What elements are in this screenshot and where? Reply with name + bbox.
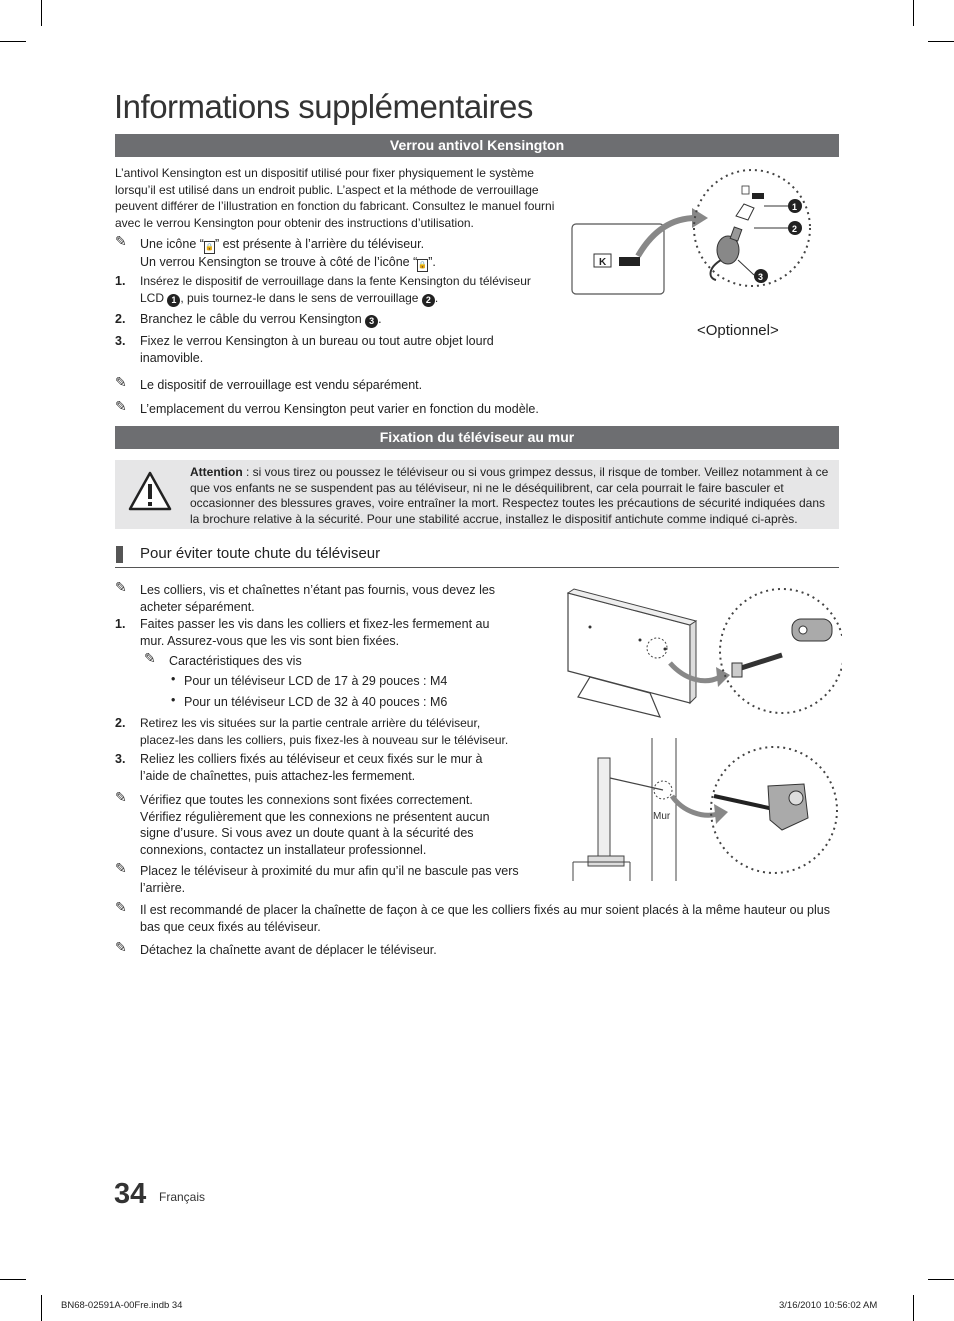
note-icon: ✎ [115,789,127,805]
screw-shaft [738,655,782,669]
kensington-illustration [568,168,838,348]
kensington-note-icon-location: Une icône “🔒” est présente à l’arrière du téléviseur. Un verrou Kensington se trouve à côté de l’icône “🔒”. [140,236,560,272]
screw-spec-17-29: Pour un téléviseur LCD de 17 à 29 pouces : M4 [184,674,448,688]
subheading-marker [116,546,123,563]
arrow-head-icon [714,804,728,824]
callout-1-label: 1 [792,202,798,212]
tv-rear-panel [572,224,664,294]
callout-2-icon: 2 [422,294,435,307]
wall-step-3: Reliez les colliers fixés au téléviseur et ceux fixés sur le mur à l’aide de chaînettes, puis attachez-les fermement. [140,752,483,783]
screw-head [732,663,742,677]
lock-icon-small [742,186,749,194]
arrow-icon [672,796,718,815]
wall-step-1: Faites passer les vis dans les colliers et fixez-les fermement au mur. Assurez-vous que les vis sont bien fixées. [140,617,490,648]
footer-timestamp: 3/16/2010 10:56:02 AM [779,1300,878,1311]
bracket-screw [789,791,803,805]
section-bar-kensington: Verrou antivol Kensington [115,134,839,157]
optional-label: <Optionnel> [697,322,779,339]
bullet-icon: • [171,693,176,707]
callout-3-icon: 3 [365,315,378,328]
kensington-k-letter: K [599,257,607,268]
step-number: 1. [115,617,126,631]
kensington-lock-icon: 🔒 [204,241,215,254]
kensington-note-sold-separately: Le dispositif de verrouillage est vendu séparément. [140,378,423,392]
arrow-head-icon [692,208,708,228]
wall-note-check-connections: Vérifiez que toutes les connexions sont fixées correctement. Vérifiez régulièrement que les connexions ne présentent aucun signe d’usure. Si vous avez un doute quant à la sécurité des connexions, contactez un installateur professionnel. [140,793,490,857]
bracket-closeup [768,784,808,830]
crop-mark [913,1295,914,1321]
crop-mark [0,1279,26,1280]
tv-screw-hole [639,639,642,642]
subheading-rule [115,567,839,568]
note-icon: ✎ [115,860,127,876]
callout-2-label: 2 [792,224,798,234]
screw-spec-32-40: Pour un téléviseur LCD de 32 à 40 pouces : M6 [184,695,448,709]
crop-mark [913,0,914,26]
chain [610,778,663,790]
kensington-step-1: Insérez le dispositif de verrouillage dans la fente Kensington du téléviseur LCD 1 , puis tournez-le dans le sens de verrouillage 2 . [140,274,531,305]
lock-slot [752,193,764,199]
wall-note-not-supplied: Les colliers, vis et chaînettes n’étant pas fournis, vous devez les acheter séparément. [140,583,496,614]
bracket-hole [799,626,807,634]
lock-neck [730,227,742,241]
note-icon: ✎ [144,650,156,666]
wall-note-chain-height: Il est recommandé de placer la chaînette de façon à ce que les colliers fixés au mur soient placés à la même hauteur ou plus bas que ceux fixés au téléviseur. [140,903,830,934]
lock-key-part [736,204,754,220]
kensington-step-3: Fixez le verrou Kensington à un bureau ou tout autre objet lourd inamovible. [140,334,494,365]
language-label: Français [159,1190,206,1204]
page-number: 34 [114,1178,147,1210]
crop-mark [928,1279,954,1280]
subheading: Pour éviter toute chute du téléviseur [140,545,381,562]
step-number: 3. [115,334,126,348]
crop-mark [0,41,26,42]
step-number: 2. [115,716,126,730]
note-icon: ✎ [115,939,127,955]
tv-rear-illustration [560,585,842,720]
note-icon: ✎ [115,233,127,249]
section-bar-wall-mount: Fixation du téléviseur au mur [115,426,839,449]
tv-wall-illustration [568,738,842,883]
tv-screw-hole [589,626,592,629]
tv-screw-hole [664,648,667,651]
step-number: 3. [115,752,126,766]
tv-side-panel [598,758,610,856]
note-icon: ✎ [115,374,127,390]
kensington-note-location-varies: L’emplacement du verrou Kensington peut varier en fonction du modèle. [140,402,539,416]
zoom-circle [720,589,842,713]
screw-specs-note: Caractéristiques des vis [169,654,302,668]
note-icon: ✎ [115,899,127,915]
note-icon: ✎ [115,579,127,595]
warning-label: Attention [190,465,243,479]
kensington-step-2: Branchez le câble du verrou Kensington 3 . [140,312,382,326]
warning-text: Attention : si vous tirez ou poussez le téléviseur ou si vous grimpez dessus, il risque de tomber. Veillez notamment à ce que vos enfants ne se suspendent pas au téléviseur, ni ne le déséquilibrent, car cela pourrait le faire basculer et occasionner des blessures graves, voire entraîner la mort. Respectez toutes les précautions de sécurité indiquées dans la brochure relative à la sécurité. Pour une stabilité accrue, installez le dispositif antichute comme indiqué ci-après. [190,465,829,526]
bullet-icon: • [171,672,176,686]
note-icon: ✎ [115,398,127,414]
crop-mark [41,1295,42,1321]
callout-line [738,260,754,275]
callout-1-icon: 1 [167,294,180,307]
wall-step-2: Retirez les vis situées sur la partie centrale arrière du téléviseur, placez-les dans les colliers, puis fixez-les à nouveau sur le téléviseur. [140,716,509,747]
tv-back-edge [690,621,696,703]
warning-box [115,460,839,529]
warning-icon [127,470,173,512]
tv-side-stand [588,856,624,866]
kensington-intro: L’antivol Kensington est un dispositif utilisé pour fixer physiquement le système lorsqu’il est utilisé dans un endroit public. L’aspect et la méthode de verrouillage peuvent différer de l’illustration en fonction du fabricant. Consultez le manuel fourni avec le verrou Kensington pour obtenir des instructions d’utilisation. [115,166,555,230]
wall-label: Mur [653,811,671,822]
callout-3-label: 3 [758,272,764,282]
bracket [792,619,832,641]
crop-mark [41,0,42,26]
crop-mark [928,41,954,42]
step-number: 2. [115,312,126,326]
page-title: Informations supplémentaires [114,88,533,125]
lock-cable [711,260,721,280]
wall-note-place-near-wall: Placez le téléviseur à proximité du mur afin qu’il ne bascule pas vers l’arrière. [140,864,519,895]
kensington-lock-icon: 🔒 [417,259,428,272]
wall-note-detach-chain: Détachez la chaînette avant de déplacer le téléviseur. [140,943,437,957]
footer-filename: BN68-02591A-00Fre.indb 34 [61,1300,183,1311]
kensington-slot [619,257,640,266]
step-number: 1. [115,274,126,288]
